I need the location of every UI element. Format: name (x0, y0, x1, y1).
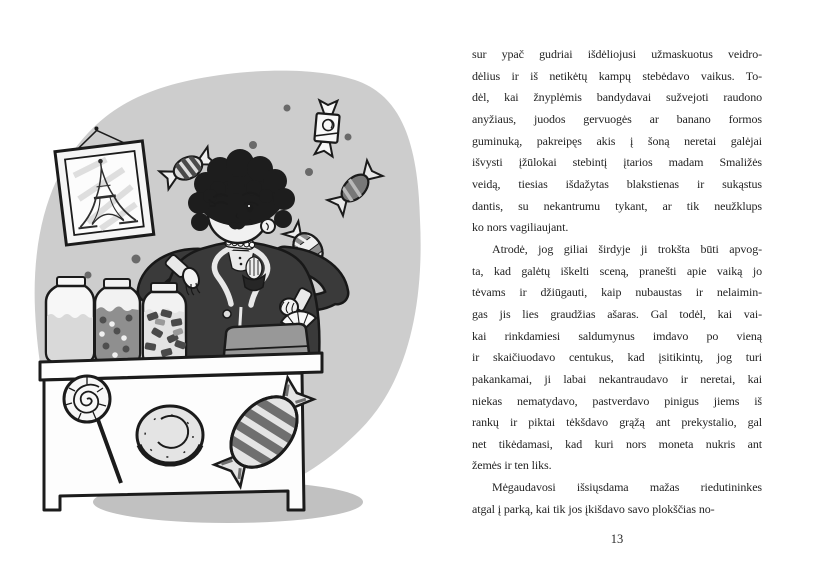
text-line: sur ypač gudriai išdėliojusi užmaskuotus veidro- (472, 47, 762, 61)
text-line: niekas nematydavo, pastverdavo pinigus jiems iš (472, 393, 762, 408)
text-line: dantis, su nekantrumu tykant, ar tik neužklups (472, 198, 762, 213)
text-line: išvysti įžūlokai stebintį įtarios madam Smaližės (472, 155, 762, 170)
jacket-button (223, 310, 231, 318)
text-line: anyžiaus, juodos gervuogės ar banano formos (472, 111, 762, 126)
text-line: žemės ir ten liks. (472, 458, 552, 473)
candy-jar-toffees (143, 283, 187, 364)
page-number: 13 (610, 532, 624, 546)
text-line: Mėgaudavosi išsiųsdama mažas riedutininkes (492, 480, 762, 495)
text-line: net tikėdamasi, kad kuri nors moneta nukris ant (472, 436, 762, 451)
text-line: dėl, kai žnyplėmis bandydavai sužvejoti raudono (472, 90, 762, 105)
text-line: atgal į parką, kai tik jos įkišdavo savo plokščias no- (472, 501, 715, 516)
candy-jar-milk (46, 277, 94, 362)
text-line: Atrodė, jog giliai širdyje ji trokšta būti apvog- (492, 241, 762, 256)
text-line: ir skaičiuodavo centukus, kad įsitikintų, jog turi (472, 350, 762, 365)
text-line: rankų ir piktai tėkšdavo grąžą ant prekystalio, gal (472, 415, 762, 430)
text-column (472, 44, 762, 520)
text-line: dėlius ir iš netikėtų kampų stebėdavo vaikus. To- (472, 68, 762, 83)
beauty-mark (248, 219, 251, 222)
text-line: ko nors vagiliaujant. (472, 220, 569, 235)
text-line: kai rinkdamiesi saldumynus imdavo po vieną (472, 328, 762, 343)
text-line: ta, kad galėtų iškelti sceną, pranešti apie vaiką jo (472, 263, 762, 278)
text-line: veidą, tiesias išdažytas blakstienas ir sukąstus (472, 176, 762, 191)
text-line: guminuką, pakreipęs akis į šoną neretai galėjai (472, 133, 762, 148)
candy-jar-round-sweets (95, 279, 140, 363)
text-line: pakankamai, ji labai nekantraudavo ir neretai, kai (472, 371, 762, 386)
swirl-cookie (137, 406, 203, 464)
text-line: tėvams ir džiūgauti, kaip nubaustas ir nelaimin- (472, 285, 762, 300)
text-line: gas jis lies graudžias ašaras. Gal todėl, kai vai- (472, 306, 762, 321)
